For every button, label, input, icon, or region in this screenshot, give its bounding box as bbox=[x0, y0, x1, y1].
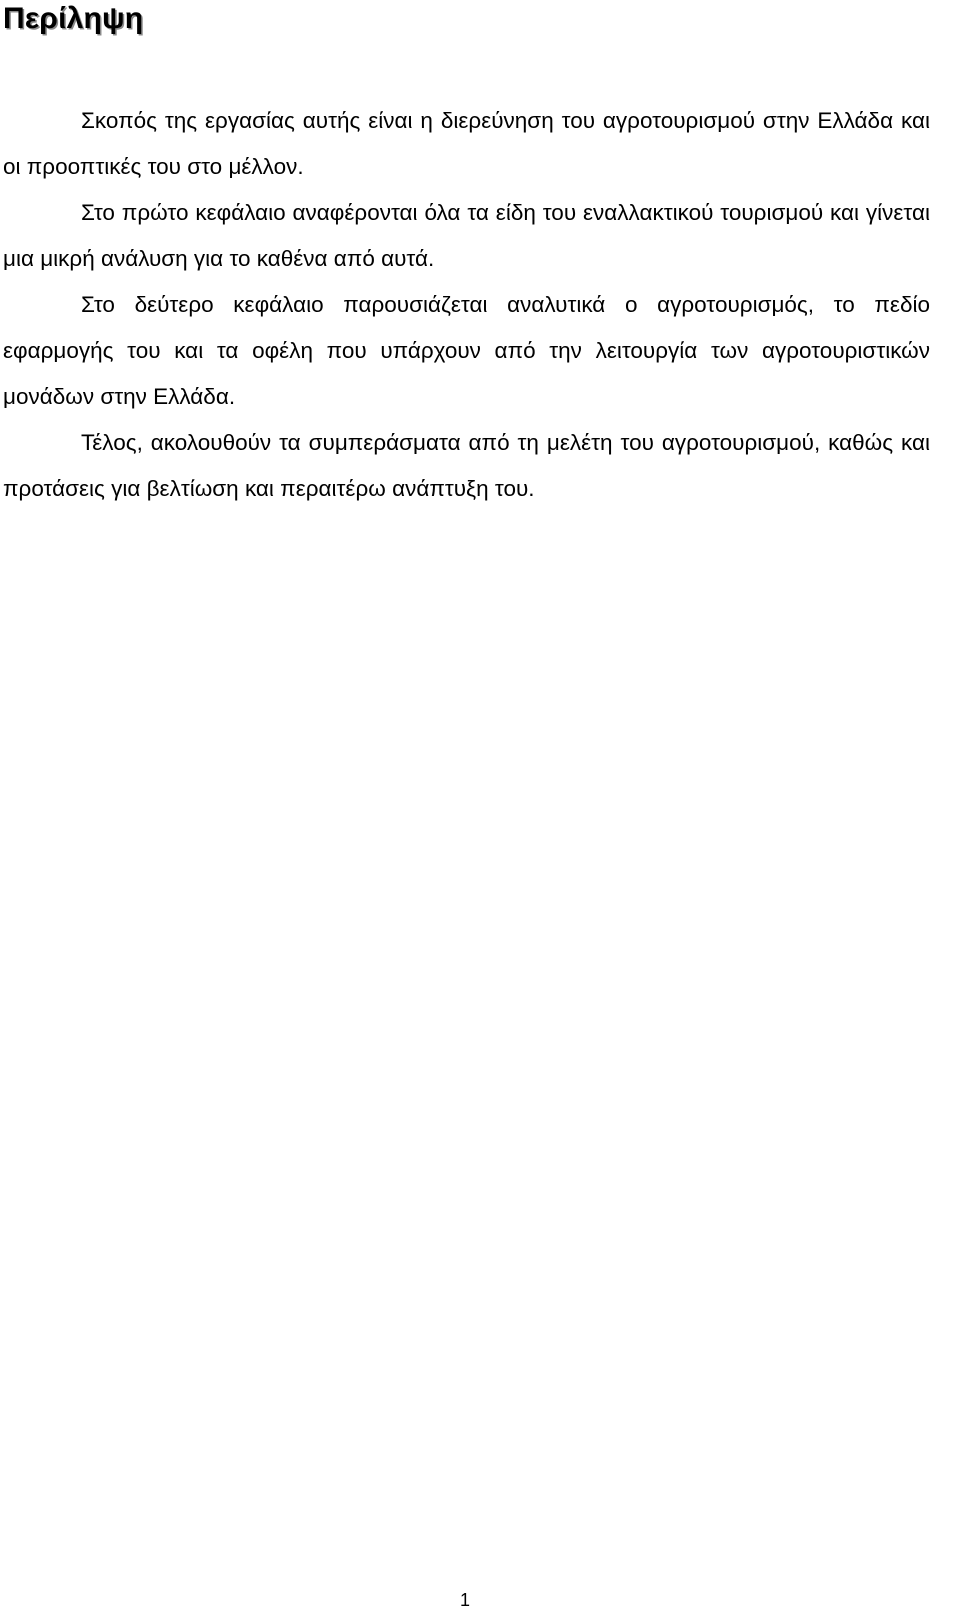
paragraph-conclusions: Τέλος, ακολουθούν τα συμπεράσματα από τη μελέτη του αγροτουρισμού, καθώς και προτάσεις για βελτίωση και περαιτέρω ανάπτυξη του. bbox=[3, 430, 930, 501]
page-number: 1 bbox=[459, 1590, 470, 1610]
abstract-body bbox=[3, 98, 930, 512]
paragraph-chapter-one: Στο πρώτο κεφάλαιο αναφέρονται όλα τα είδη του εναλλακτικού τουρισμού και γίνεται μια μικρή ανάλυση για το καθένα από αυτά. bbox=[3, 200, 930, 271]
paragraph-purpose: Σκοπός της εργασίας αυτής είναι η διερεύνηση του αγροτουρισμού στην Ελλάδα και οι προοπτικές του στο μέλλον. bbox=[3, 108, 930, 179]
paragraph-chapter-two: Στο δεύτερο κεφάλαιο παρουσιάζεται αναλυτικά ο αγροτουρισμός, το πεδίο εφαρμογής του και τα οφέλη που υπάρχουν από την λειτουργία των αγροτουριστικών μονάδων στην Ελλάδα. bbox=[3, 292, 930, 409]
page-title: Περίληψη bbox=[3, 2, 144, 35]
